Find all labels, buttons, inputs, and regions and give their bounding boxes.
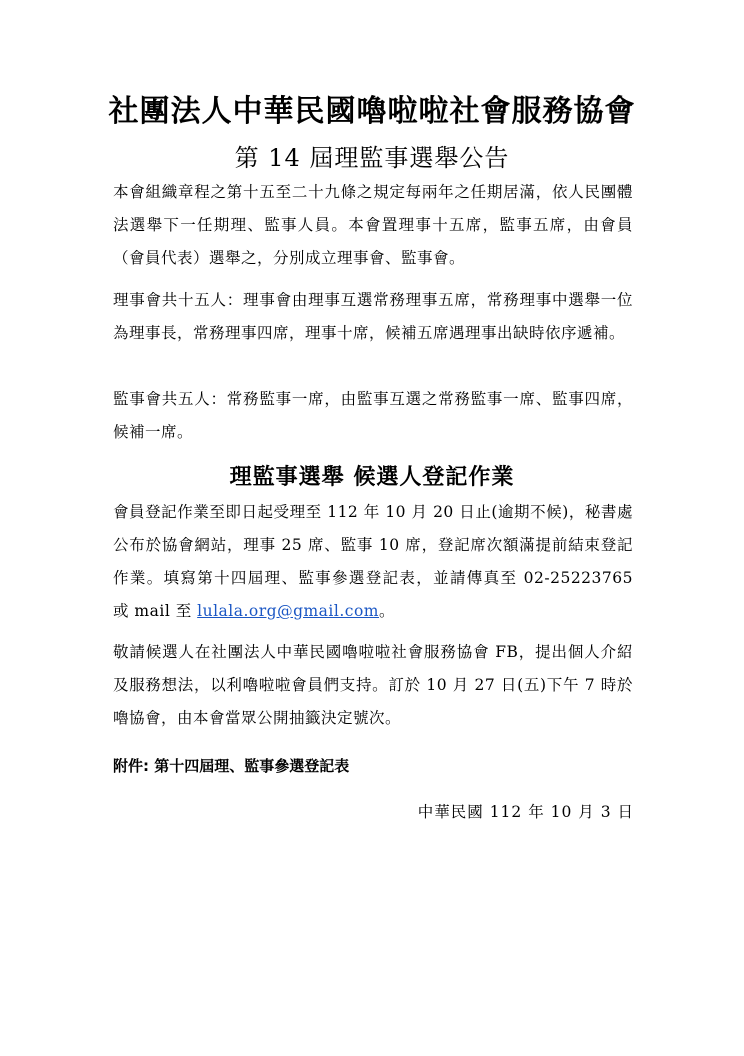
organization-title: 社團法人中華民國嚕啦啦社會服務協會 xyxy=(108,94,636,129)
paragraph-registration xyxy=(113,496,633,628)
registration-end: 。 xyxy=(378,602,395,620)
announcement-date: 中華民國 112 年 10 月 3 日 xyxy=(417,803,634,821)
paragraph-board-of-supervisors: 監事會共五人：常務監事一席，由監事互選之常務監事一席、監事四席，候補一席。 xyxy=(113,390,633,441)
registration-heading: 理監事選舉 候選人登記作業 xyxy=(229,465,515,490)
paragraph-candidate-introduction: 敬請候選人在社團法人中華民國嚕啦啦社會服務協會 FB，提出個人介紹及服務想法，以利嚕啦啦會員們支持。訂於 10 月 27 日(五)下午 7 時於嚕協會，由本會當眾公開抽籤決定號次。 xyxy=(113,643,633,727)
attachment-note: 附件: 第十四屆理、監事參選登記表 xyxy=(113,757,350,775)
registration-text: 會員登記作業至即日起受理至 112 年 10 月 20 日止(逾期不候)，秘書處公布於協會網站，理事 25 席、監事 10 席，登記席次額滿提前結束登記作業。填寫第十四屆理、監事參選登記表，並請傳真至 02-25223765 或 mail 至 xyxy=(113,503,633,620)
notice-title: 第 14 屆理監事選舉公告 xyxy=(234,144,510,172)
paragraph-board-of-directors: 理事會共十五人：理事會由理事互選常務理事五席，常務理事中選舉一位為理事長，常務理事四席，理事十席，候補五席遇理事出缺時依序遞補。 xyxy=(113,291,633,342)
paragraph-term-rules: 本會組織章程之第十五至二十九條之規定每兩年之任期居滿，依人民團體法選舉下一任期理、監事人員。本會置理事十五席，監事五席，由會員（會員代表）選舉之，分別成立理事會、監事會。 xyxy=(113,183,633,267)
email-link[interactable]: lulala.org@gmail.com xyxy=(197,602,379,620)
